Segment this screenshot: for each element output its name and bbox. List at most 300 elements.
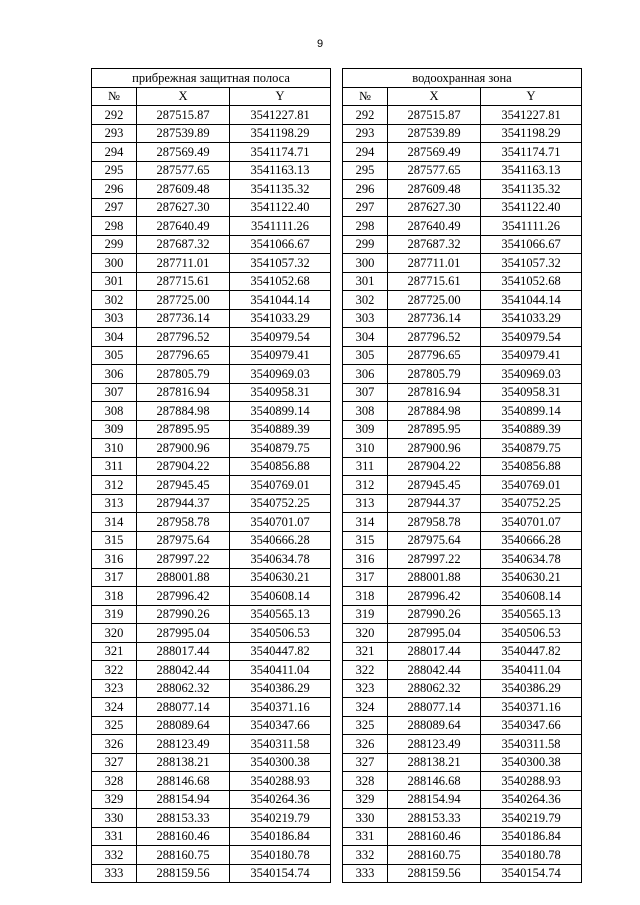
cell-y: 3540958.31: [230, 383, 331, 402]
column-header-y: Y: [230, 87, 331, 106]
cell-number: 310: [92, 439, 137, 458]
cell-number: 305: [343, 346, 388, 365]
cell-x: 288062.32: [388, 679, 481, 698]
table-row: [343, 809, 582, 828]
cell-x: 287577.65: [137, 161, 230, 180]
table-row: [343, 550, 582, 569]
table-row: [92, 864, 331, 883]
cell-y: 3540347.66: [230, 716, 331, 735]
table-row: [343, 476, 582, 495]
cell-number: 329: [343, 790, 388, 809]
table-row: [343, 827, 582, 846]
cell-number: 309: [92, 420, 137, 439]
cell-number: 307: [92, 383, 137, 402]
table-row: [343, 790, 582, 809]
cell-x: 287736.14: [388, 309, 481, 328]
cell-number: 304: [92, 328, 137, 347]
table-row: [343, 272, 582, 291]
table-row: [343, 198, 582, 217]
cell-number: 314: [343, 513, 388, 532]
cell-y: 3541033.29: [481, 309, 582, 328]
table-row: [92, 679, 331, 698]
cell-number: 313: [92, 494, 137, 513]
cell-y: 3540666.28: [230, 531, 331, 550]
cell-number: 296: [92, 180, 137, 199]
cell-x: 287997.22: [137, 550, 230, 569]
table-row: [92, 531, 331, 550]
cell-y: 3541198.29: [230, 124, 331, 143]
cell-number: 303: [92, 309, 137, 328]
cell-x: 287997.22: [388, 550, 481, 569]
cell-y: 3541111.26: [481, 217, 582, 236]
cell-number: 311: [343, 457, 388, 476]
cell-x: 287569.49: [388, 143, 481, 162]
table-row: [92, 328, 331, 347]
cell-number: 302: [343, 291, 388, 310]
cell-x: 287640.49: [137, 217, 230, 236]
cell-y: 3540506.53: [481, 624, 582, 643]
cell-number: 322: [92, 661, 137, 680]
cell-number: 300: [92, 254, 137, 273]
cell-x: 288089.64: [137, 716, 230, 735]
cell-y: 3540154.74: [481, 864, 582, 883]
table-row: [343, 513, 582, 532]
cell-y: 3540899.14: [230, 402, 331, 421]
cell-number: 326: [343, 735, 388, 754]
table-row: [92, 735, 331, 754]
cell-x: 288159.56: [137, 864, 230, 883]
cell-number: 298: [343, 217, 388, 236]
table-row: [343, 328, 582, 347]
cell-y: 3540630.21: [481, 568, 582, 587]
table-row: [92, 235, 331, 254]
table-row: [343, 254, 582, 273]
cell-x: 287715.61: [137, 272, 230, 291]
table-row: [92, 254, 331, 273]
cell-y: 3540769.01: [481, 476, 582, 495]
cell-number: 299: [343, 235, 388, 254]
cell-y: 3540288.93: [230, 772, 331, 791]
cell-y: 3540186.84: [481, 827, 582, 846]
table-row: [92, 550, 331, 569]
cell-number: 292: [343, 106, 388, 125]
cell-number: 324: [92, 698, 137, 717]
cell-y: 3540180.78: [481, 846, 582, 865]
cell-number: 332: [92, 846, 137, 865]
table-row: [92, 772, 331, 791]
table-row: [92, 457, 331, 476]
cell-y: 3540180.78: [230, 846, 331, 865]
cell-number: 333: [343, 864, 388, 883]
cell-y: 3541044.14: [481, 291, 582, 310]
cell-x: 287687.32: [388, 235, 481, 254]
cell-y: 3540608.14: [230, 587, 331, 606]
cell-number: 330: [92, 809, 137, 828]
cell-x: 288017.44: [137, 642, 230, 661]
table-row: [92, 106, 331, 125]
cell-y: 3540300.38: [481, 753, 582, 772]
page-number: 9: [316, 38, 324, 50]
cell-number: 297: [92, 198, 137, 217]
cell-x: 288160.46: [137, 827, 230, 846]
cell-y: 3541198.29: [481, 124, 582, 143]
cell-number: 297: [343, 198, 388, 217]
cell-number: 303: [343, 309, 388, 328]
cell-x: 287609.48: [388, 180, 481, 199]
cell-x: 288123.49: [388, 735, 481, 754]
cell-y: 3540889.39: [230, 420, 331, 439]
cell-number: 320: [92, 624, 137, 643]
table-row: [343, 402, 582, 421]
table-row: [343, 143, 582, 162]
cell-y: 3540264.36: [481, 790, 582, 809]
cell-y: 3540371.16: [481, 698, 582, 717]
cell-number: 333: [92, 864, 137, 883]
cell-x: 287515.87: [388, 106, 481, 125]
table-row: [343, 161, 582, 180]
table-row: [92, 272, 331, 291]
table-row: [92, 568, 331, 587]
cell-number: 318: [343, 587, 388, 606]
table-row: [92, 217, 331, 236]
table-row: [343, 698, 582, 717]
cell-x: 287904.22: [137, 457, 230, 476]
cell-x: 288077.14: [388, 698, 481, 717]
table-row: [343, 735, 582, 754]
cell-y: 3540447.82: [230, 642, 331, 661]
table-row: [343, 716, 582, 735]
table-row: [92, 827, 331, 846]
cell-x: 288159.56: [388, 864, 481, 883]
cell-y: 3540219.79: [230, 809, 331, 828]
table-row: [92, 790, 331, 809]
cell-x: 287736.14: [137, 309, 230, 328]
cell-number: 327: [92, 753, 137, 772]
cell-y: 3540969.03: [481, 365, 582, 384]
table-row: [92, 143, 331, 162]
cell-y: 3540411.04: [230, 661, 331, 680]
table-row: [343, 679, 582, 698]
cell-y: 3540634.78: [481, 550, 582, 569]
table-row: [92, 624, 331, 643]
cell-y: 3541066.67: [230, 235, 331, 254]
cell-x: 287796.52: [137, 328, 230, 347]
table-row: [92, 698, 331, 717]
cell-y: 3540154.74: [230, 864, 331, 883]
table-row: [343, 494, 582, 513]
cell-y: 3541122.40: [230, 198, 331, 217]
table-row: [92, 476, 331, 495]
cell-number: 314: [92, 513, 137, 532]
cell-y: 3540608.14: [481, 587, 582, 606]
table-row: [343, 217, 582, 236]
cell-number: 296: [343, 180, 388, 199]
cell-number: 316: [343, 550, 388, 569]
cell-y: 3541135.32: [230, 180, 331, 199]
cell-y: 3540752.25: [481, 494, 582, 513]
cell-x: 287958.78: [388, 513, 481, 532]
cell-x: 287539.89: [388, 124, 481, 143]
cell-x: 287725.00: [388, 291, 481, 310]
cell-number: 305: [92, 346, 137, 365]
table-row: [92, 402, 331, 421]
cell-y: 3540979.54: [481, 328, 582, 347]
table-row: [343, 365, 582, 384]
cell-x: 287796.52: [388, 328, 481, 347]
cell-x: 288138.21: [388, 753, 481, 772]
cell-number: 295: [343, 161, 388, 180]
cell-y: 3540371.16: [230, 698, 331, 717]
cell-number: 310: [343, 439, 388, 458]
cell-number: 316: [92, 550, 137, 569]
cell-number: 326: [92, 735, 137, 754]
cell-x: 288062.32: [137, 679, 230, 698]
cell-y: 3540701.07: [230, 513, 331, 532]
cell-number: 307: [343, 383, 388, 402]
table-body: [343, 106, 582, 883]
cell-x: 288138.21: [137, 753, 230, 772]
cell-number: 312: [92, 476, 137, 495]
table-row: [92, 846, 331, 865]
cell-number: 327: [343, 753, 388, 772]
table-row: [92, 642, 331, 661]
table-row: [92, 124, 331, 143]
cell-number: 313: [343, 494, 388, 513]
table-row: [92, 587, 331, 606]
cell-y: 3540879.75: [481, 439, 582, 458]
table-row: [92, 809, 331, 828]
cell-y: 3540979.54: [230, 328, 331, 347]
cell-number: 300: [343, 254, 388, 273]
cell-number: 321: [343, 642, 388, 661]
table-row: [343, 124, 582, 143]
cell-x: 287569.49: [137, 143, 230, 162]
cell-number: 322: [343, 661, 388, 680]
cell-x: 288077.14: [137, 698, 230, 717]
cell-x: 288153.33: [388, 809, 481, 828]
cell-number: 315: [92, 531, 137, 550]
column-header-x: X: [137, 87, 230, 106]
cell-x: 287627.30: [388, 198, 481, 217]
cell-number: 330: [343, 809, 388, 828]
cell-number: 319: [343, 605, 388, 624]
cell-x: 288153.33: [137, 809, 230, 828]
cell-y: 3541057.32: [230, 254, 331, 273]
cell-x: 287900.96: [388, 439, 481, 458]
cell-x: 288146.68: [137, 772, 230, 791]
cell-x: 288154.94: [137, 790, 230, 809]
table-row: [343, 531, 582, 550]
cell-y: 3540264.36: [230, 790, 331, 809]
cell-x: 287805.79: [137, 365, 230, 384]
cell-y: 3541174.71: [481, 143, 582, 162]
table-row: [92, 439, 331, 458]
table-row: [92, 661, 331, 680]
column-header-x: X: [388, 87, 481, 106]
table-row: [343, 291, 582, 310]
cell-x: 288001.88: [137, 568, 230, 587]
cell-x: 287995.04: [137, 624, 230, 643]
table-row: [343, 846, 582, 865]
cell-x: 287900.96: [137, 439, 230, 458]
table-row: [92, 365, 331, 384]
cell-number: 312: [343, 476, 388, 495]
cell-x: 287990.26: [137, 605, 230, 624]
cell-y: 3540506.53: [230, 624, 331, 643]
table-row: [92, 198, 331, 217]
cell-x: 288001.88: [388, 568, 481, 587]
cell-y: 3540565.13: [230, 605, 331, 624]
cell-x: 287715.61: [388, 272, 481, 291]
table-row: [92, 180, 331, 199]
cell-number: 315: [343, 531, 388, 550]
table-row: [343, 605, 582, 624]
cell-y: 3540666.28: [481, 531, 582, 550]
cell-y: 3541057.32: [481, 254, 582, 273]
cell-y: 3541033.29: [230, 309, 331, 328]
cell-x: 287996.42: [388, 587, 481, 606]
cell-number: 324: [343, 698, 388, 717]
cell-x: 287904.22: [388, 457, 481, 476]
cell-x: 287884.98: [137, 402, 230, 421]
cell-number: 325: [92, 716, 137, 735]
table-row: [343, 309, 582, 328]
table-row: [343, 864, 582, 883]
table-row: [92, 383, 331, 402]
cell-y: 3540347.66: [481, 716, 582, 735]
table-row: [343, 346, 582, 365]
cell-y: 3540386.29: [481, 679, 582, 698]
cell-x: 288160.75: [388, 846, 481, 865]
cell-number: 331: [92, 827, 137, 846]
cell-number: 306: [92, 365, 137, 384]
cell-number: 294: [92, 143, 137, 162]
cell-x: 287945.45: [137, 476, 230, 495]
table-row: [92, 309, 331, 328]
cell-number: 294: [343, 143, 388, 162]
column-header-number: №: [92, 87, 137, 106]
cell-x: 287711.01: [137, 254, 230, 273]
cell-x: 287990.26: [388, 605, 481, 624]
cell-y: 3541066.67: [481, 235, 582, 254]
table-row: [343, 661, 582, 680]
table-row: [92, 291, 331, 310]
cell-y: 3540889.39: [481, 420, 582, 439]
cell-number: 311: [92, 457, 137, 476]
cell-y: 3541163.13: [230, 161, 331, 180]
cell-y: 3541052.68: [481, 272, 582, 291]
cell-x: 287577.65: [388, 161, 481, 180]
table-row: [92, 753, 331, 772]
cell-x: 288160.75: [137, 846, 230, 865]
cell-y: 3540969.03: [230, 365, 331, 384]
cell-y: 3541174.71: [230, 143, 331, 162]
table-row: [343, 420, 582, 439]
table-row: [92, 605, 331, 624]
cell-y: 3540899.14: [481, 402, 582, 421]
table-row: [343, 642, 582, 661]
cell-y: 3540630.21: [230, 568, 331, 587]
cell-number: 320: [343, 624, 388, 643]
cell-number: 304: [343, 328, 388, 347]
cell-number: 328: [92, 772, 137, 791]
cell-x: 287816.94: [137, 383, 230, 402]
cell-y: 3540958.31: [481, 383, 582, 402]
cell-number: 293: [92, 124, 137, 143]
table-body: [92, 106, 331, 883]
cell-x: 288123.49: [137, 735, 230, 754]
cell-number: 298: [92, 217, 137, 236]
cell-x: 287725.00: [137, 291, 230, 310]
table-title: прибрежная защитная полоса: [92, 69, 331, 88]
cell-y: 3540769.01: [230, 476, 331, 495]
cell-number: 319: [92, 605, 137, 624]
cell-number: 293: [343, 124, 388, 143]
cell-x: 287995.04: [388, 624, 481, 643]
cell-y: 3540311.58: [481, 735, 582, 754]
cell-y: 3540856.88: [230, 457, 331, 476]
table-row: [343, 235, 582, 254]
cell-x: 287975.64: [137, 531, 230, 550]
cell-number: 331: [343, 827, 388, 846]
cell-number: 328: [343, 772, 388, 791]
cell-x: 288017.44: [388, 642, 481, 661]
cell-number: 318: [92, 587, 137, 606]
cell-x: 287996.42: [137, 587, 230, 606]
cell-y: 3540701.07: [481, 513, 582, 532]
table-row: [343, 624, 582, 643]
table-row: [343, 568, 582, 587]
cell-x: 287711.01: [388, 254, 481, 273]
column-header-y: Y: [481, 87, 582, 106]
cell-number: 299: [92, 235, 137, 254]
cell-x: 287816.94: [388, 383, 481, 402]
cell-y: 3540311.58: [230, 735, 331, 754]
cell-number: 308: [92, 402, 137, 421]
table-row: [343, 753, 582, 772]
table-row: [92, 494, 331, 513]
cell-x: 287958.78: [137, 513, 230, 532]
cell-x: 287944.37: [388, 494, 481, 513]
table-row: [343, 457, 582, 476]
cell-y: 3541227.81: [230, 106, 331, 125]
cell-number: 309: [343, 420, 388, 439]
table-row: [92, 716, 331, 735]
table-row: [343, 180, 582, 199]
table-row: [92, 161, 331, 180]
table-row: [92, 513, 331, 532]
cell-x: 287944.37: [137, 494, 230, 513]
cell-y: 3540186.84: [230, 827, 331, 846]
cell-x: 287515.87: [137, 106, 230, 125]
cell-number: 323: [92, 679, 137, 698]
cell-number: 292: [92, 106, 137, 125]
cell-x: 287640.49: [388, 217, 481, 236]
cell-number: 295: [92, 161, 137, 180]
cell-x: 287539.89: [137, 124, 230, 143]
table-row: [343, 383, 582, 402]
cell-number: 317: [343, 568, 388, 587]
cell-y: 3540979.41: [481, 346, 582, 365]
column-header-number: №: [343, 87, 388, 106]
cell-x: 287796.65: [137, 346, 230, 365]
cell-x: 287627.30: [137, 198, 230, 217]
cell-number: 308: [343, 402, 388, 421]
cell-x: 287687.32: [137, 235, 230, 254]
cell-y: 3540288.93: [481, 772, 582, 791]
cell-y: 3541044.14: [230, 291, 331, 310]
cell-number: 306: [343, 365, 388, 384]
